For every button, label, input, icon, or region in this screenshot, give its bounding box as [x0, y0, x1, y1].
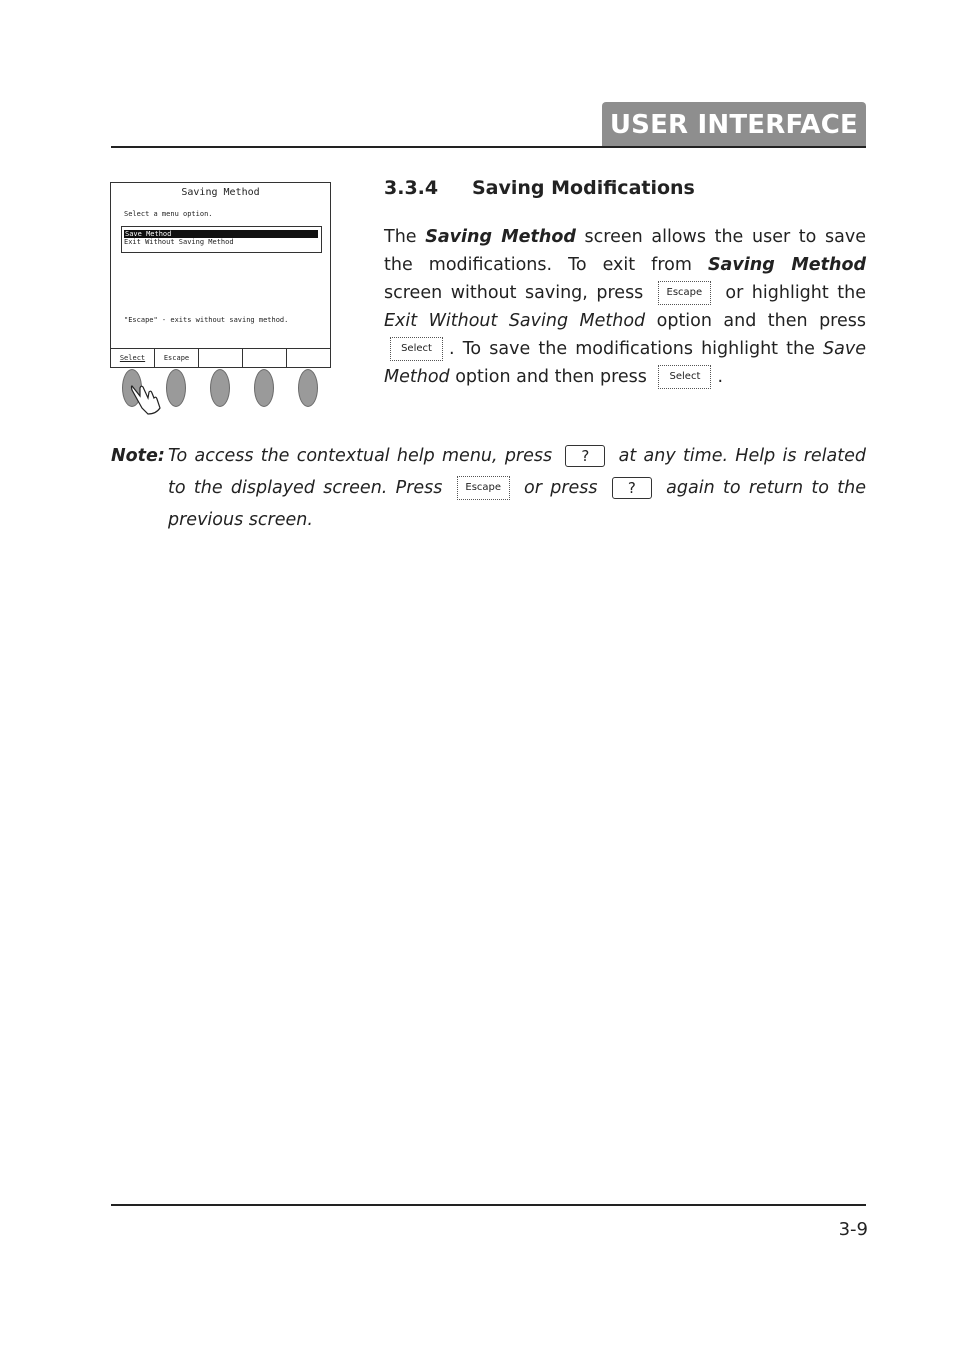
pointing-hand-icon: [128, 380, 164, 416]
section-number: 3.3.4: [384, 177, 439, 199]
escape-key-note[interactable]: Escape: [457, 476, 510, 500]
softkey-escape[interactable]: Escape: [155, 349, 199, 368]
term-saving-method: Saving Method: [425, 227, 576, 247]
header-rule: [111, 146, 866, 148]
page-number: 3-9: [838, 1219, 868, 1240]
softkey-5[interactable]: [287, 349, 330, 368]
softkey-select[interactable]: Select: [111, 349, 155, 368]
softkey-3[interactable]: [199, 349, 243, 368]
help-key[interactable]: ?: [565, 445, 605, 467]
hardware-button-2[interactable]: [166, 369, 186, 407]
device-screen: [110, 182, 331, 368]
menu-item-exit-without-saving[interactable]: Exit Without Saving Method: [124, 238, 234, 246]
note-text: To access the contextual help menu, press ? at any time. Help is related to the displayed screen. Press Escape or press ? again to return to the previous screen.: [168, 446, 866, 530]
section-heading: [384, 177, 695, 199]
device-hint: "Escape" - exits without saving method.: [124, 316, 289, 324]
term-save-method: Save Method: [384, 339, 866, 387]
term-exit-without-saving: Exit Without Saving Method: [384, 311, 646, 331]
term-saving-method-2: Saving Method: [707, 255, 866, 275]
device-screen-title: Saving Method: [181, 187, 260, 198]
footer-rule: [111, 1204, 866, 1206]
hardware-button-5[interactable]: [298, 369, 318, 407]
note-block: [111, 440, 866, 536]
device-prompt: Select a menu option.: [124, 210, 213, 218]
escape-key[interactable]: Escape: [658, 281, 711, 305]
section-header: USER INTERFACE: [602, 102, 866, 146]
select-key[interactable]: Select: [390, 337, 443, 361]
select-key-2[interactable]: Select: [658, 365, 711, 389]
hardware-button-3[interactable]: [210, 369, 230, 407]
softkey-4[interactable]: [243, 349, 287, 368]
note-label: Note:: [111, 446, 165, 466]
section-title: Saving Modifications: [472, 177, 695, 199]
help-key-2[interactable]: ?: [612, 477, 652, 499]
device-menu: [121, 226, 322, 253]
body-paragraph: The Saving Method screen allows the user to save the modifications. To exit from Saving Method screen without saving, press Escape or highlight the Exit Without Saving Method option and then press Select . To save the modifications highlight the Save Method option and then press Select .: [384, 227, 866, 387]
menu-item-save-method[interactable]: Save Method: [124, 230, 318, 238]
hardware-button-4[interactable]: [254, 369, 274, 407]
softkey-bar: [111, 348, 330, 368]
